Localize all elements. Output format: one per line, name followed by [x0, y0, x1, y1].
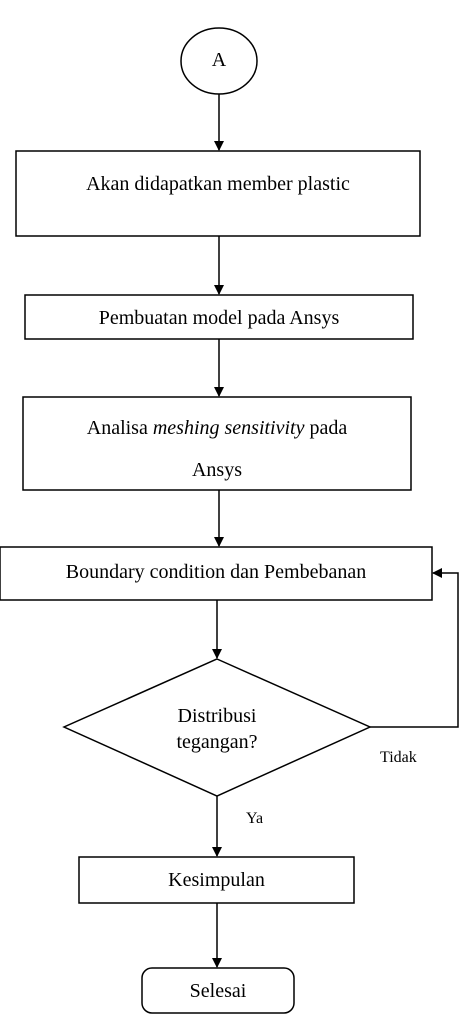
conclusion-label: Kesimpulan [168, 869, 265, 891]
step-3-pre: Analisa [86, 417, 153, 439]
decision-line1: Distribusi [177, 705, 257, 727]
step-1-label: Akan didapatkan member plastic [86, 173, 350, 195]
terminal-label: Selesai [189, 980, 247, 1002]
decision-label [120, 703, 314, 755]
decision-no-label: Tidak [380, 749, 417, 766]
step-2-label: Pembuatan model pada Ansys [98, 307, 340, 329]
step-4-label: Boundary condition dan Pembebanan [65, 561, 367, 583]
step-3-label [23, 407, 411, 491]
step-3-emphasis: meshing sensitivity [152, 417, 305, 439]
step-3-post: pada [304, 417, 348, 439]
decision-yes-label: Ya [246, 810, 264, 827]
step-3-line1 [87, 417, 348, 439]
connector-a-label: A [211, 49, 227, 71]
step-3-line2: Ansys [191, 459, 242, 481]
decision-line2: tegangan? [176, 731, 258, 753]
